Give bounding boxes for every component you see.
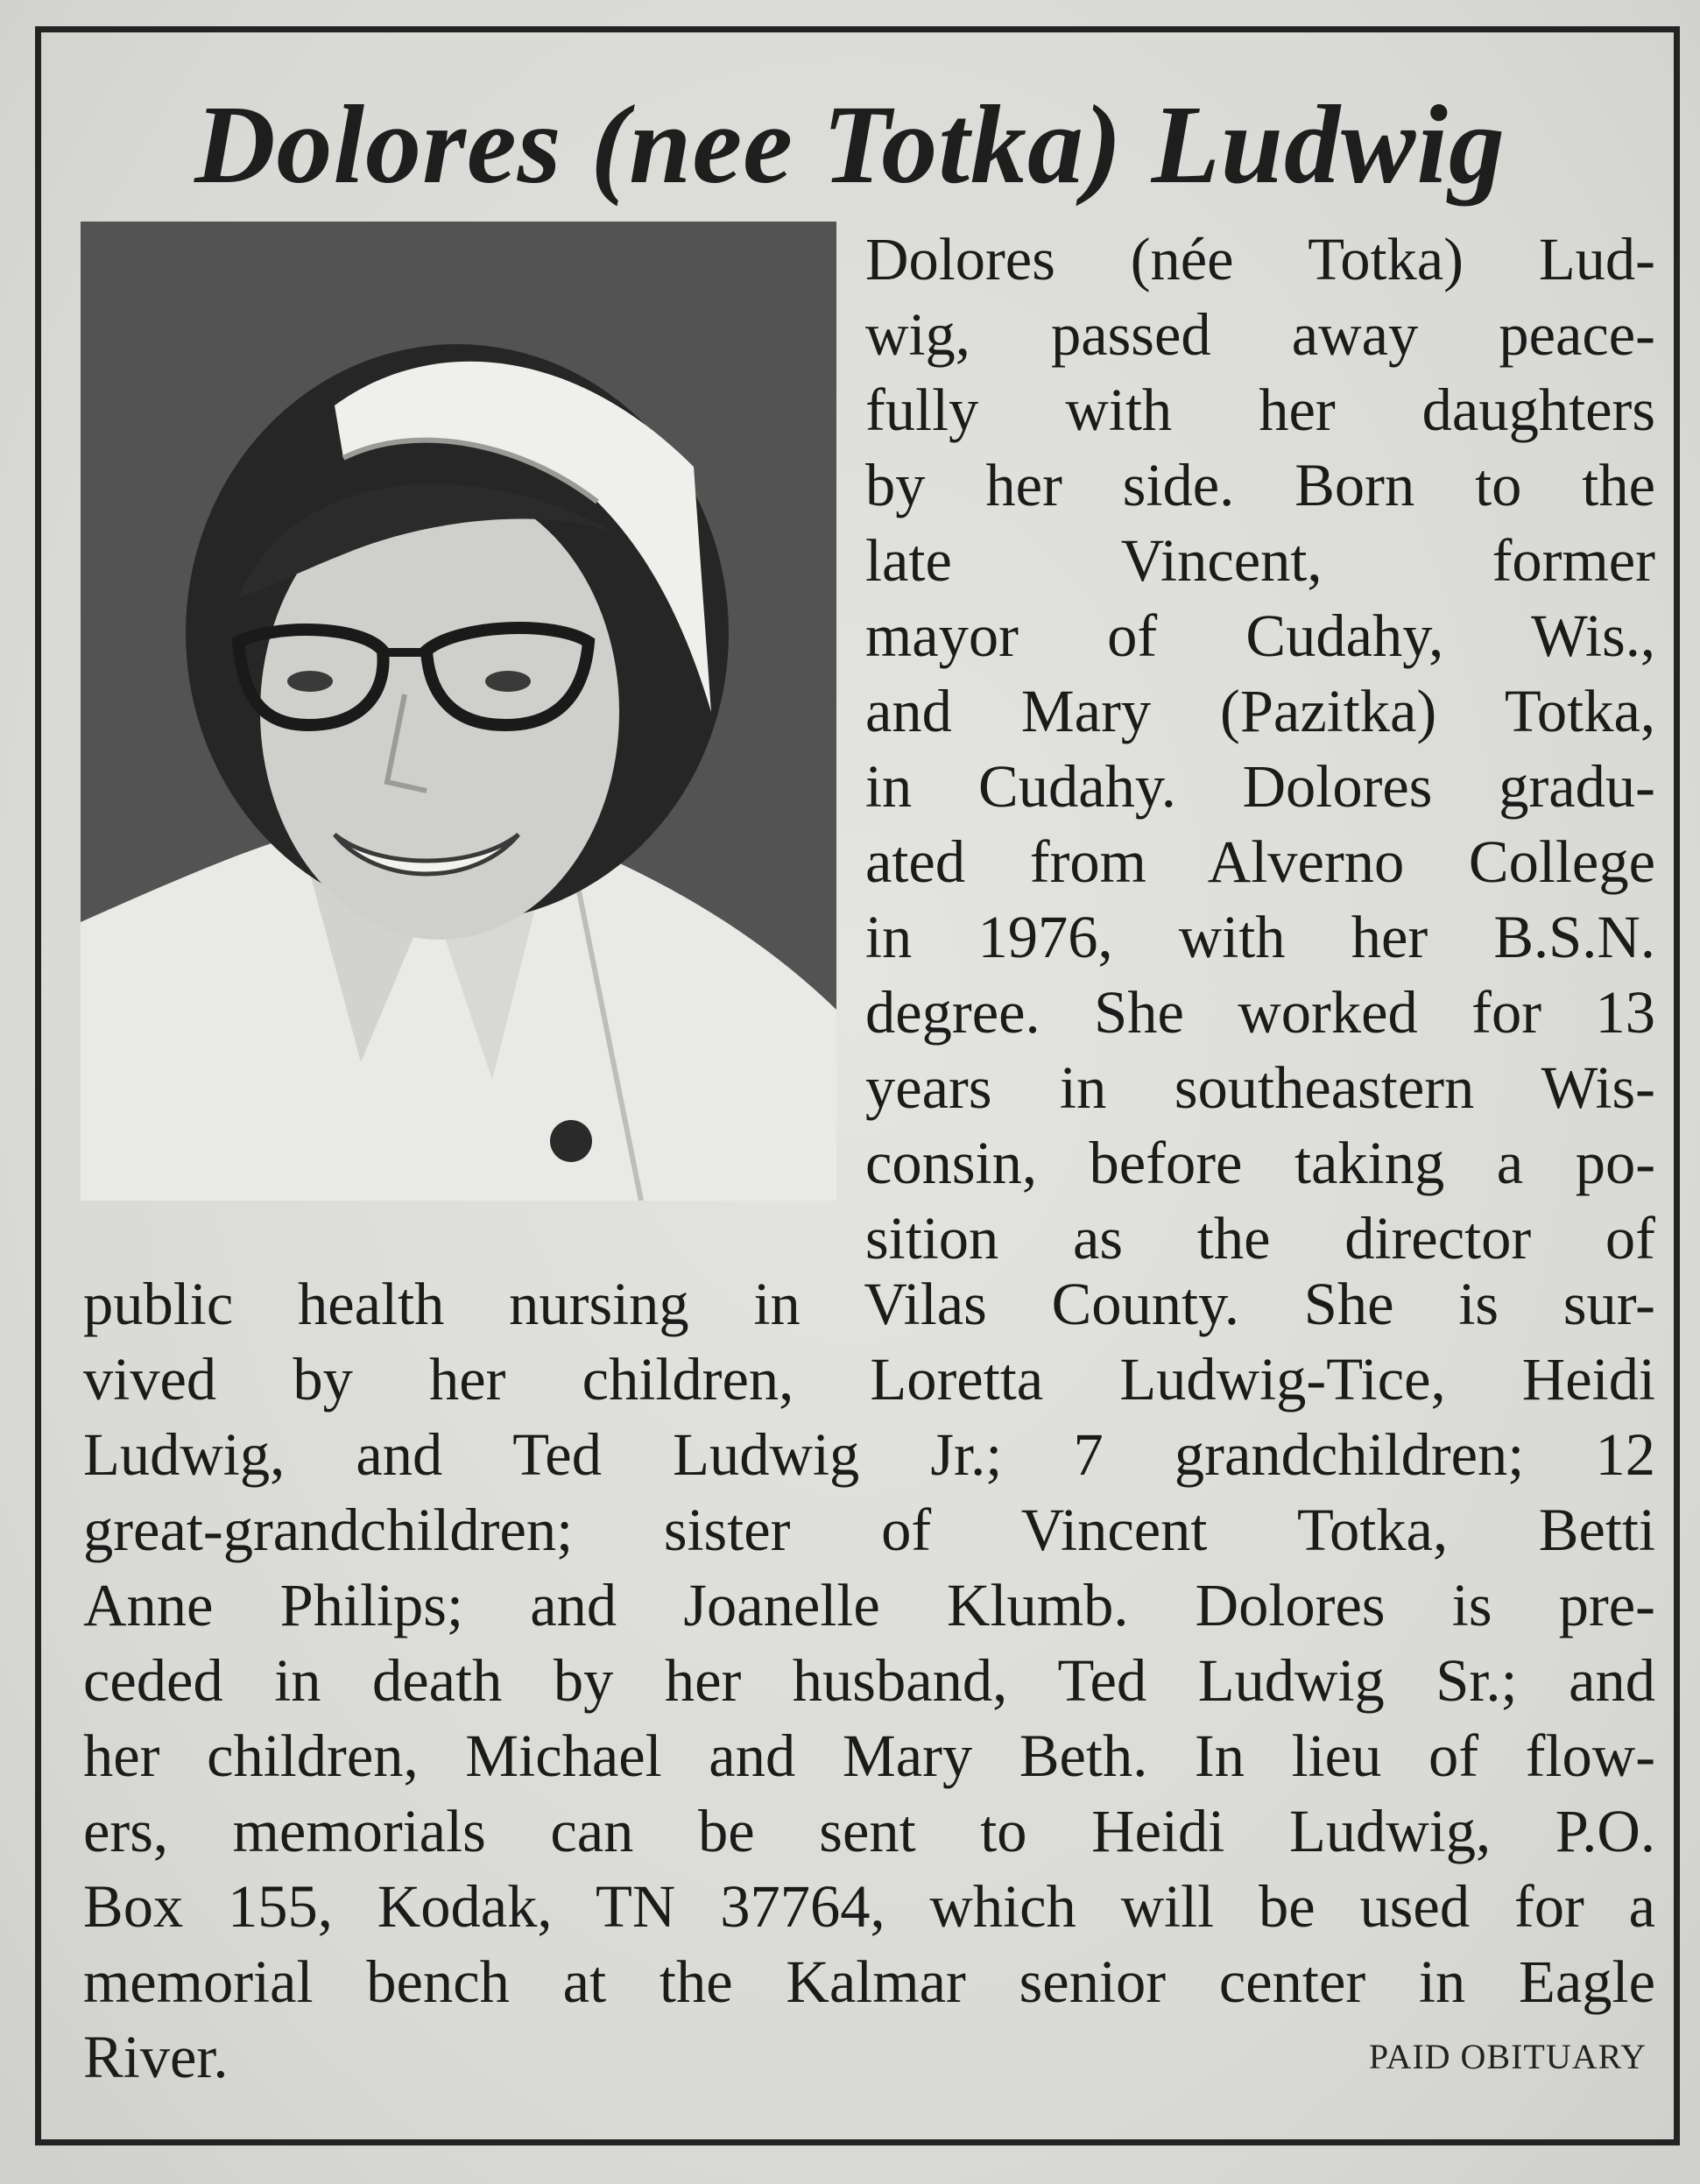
text-line: and Mary (Pazitka) Totka, <box>865 678 1655 744</box>
text-line: degree. She worked for 13 <box>865 979 1655 1046</box>
obituary-title: Dolores (nee Totka) Ludwig <box>194 82 1506 207</box>
text-line: mayor of Cudahy, Wis., <box>865 602 1655 669</box>
text-line: vived by her children, Loretta Ludwig-Tice, Heidi <box>83 1346 1655 1413</box>
obituary-text-full-width <box>83 1266 1655 2019</box>
text-line: late Vincent, former <box>865 527 1655 594</box>
text-line: sition as the director of <box>865 1205 1655 1272</box>
obituary-text-column <box>865 222 1655 1276</box>
final-text-line: River. <box>83 2024 229 2090</box>
text-line: Box 155, Kodak, TN 37764, which will be used for a <box>83 1873 1655 1940</box>
text-line: fully with her daughters <box>865 377 1655 443</box>
text-line: Anne Philips; and Joanelle Klumb. Dolores is pre- <box>83 1572 1655 1638</box>
text-line: by her side. Born to the <box>865 452 1655 518</box>
text-line: ers, memorials can be sent to Heidi Ludwig, P.O. <box>83 1798 1655 1864</box>
text-line: public health nursing in Vilas County. She is sur- <box>83 1271 1655 1337</box>
text-line: years in southeastern Wis- <box>865 1054 1655 1121</box>
portrait-photo <box>81 222 836 1201</box>
text-line: ceded in death by her husband, Ted Ludwig Sr.; and <box>83 1647 1655 1714</box>
obituary-footer <box>83 2019 1655 2095</box>
text-line: ated from Alverno College <box>865 828 1655 895</box>
text-line: memorial bench at the Kalmar senior center in Eagle <box>83 1948 1655 2015</box>
text-line: in Cudahy. Dolores gradu- <box>865 753 1655 820</box>
text-line: consin, before taking a po- <box>865 1130 1655 1196</box>
text-line: in 1976, with her B.S.N. <box>865 904 1655 970</box>
text-line: wig, passed away peace- <box>865 301 1655 368</box>
portrait-photo-icon <box>81 222 836 1201</box>
text-line: Ludwig, and Ted Ludwig Jr.; 7 grandchildren; 12 <box>83 1421 1655 1488</box>
text-line: Dolores (née Totka) Lud- <box>865 226 1655 292</box>
text-line: her children, Michael and Mary Beth. In lieu of flow- <box>83 1723 1655 1789</box>
paid-obituary-label: PAID OBITUARY <box>1368 2037 1647 2076</box>
text-line: great-grandchildren; sister of Vincent Totka, Betti <box>83 1497 1655 1563</box>
